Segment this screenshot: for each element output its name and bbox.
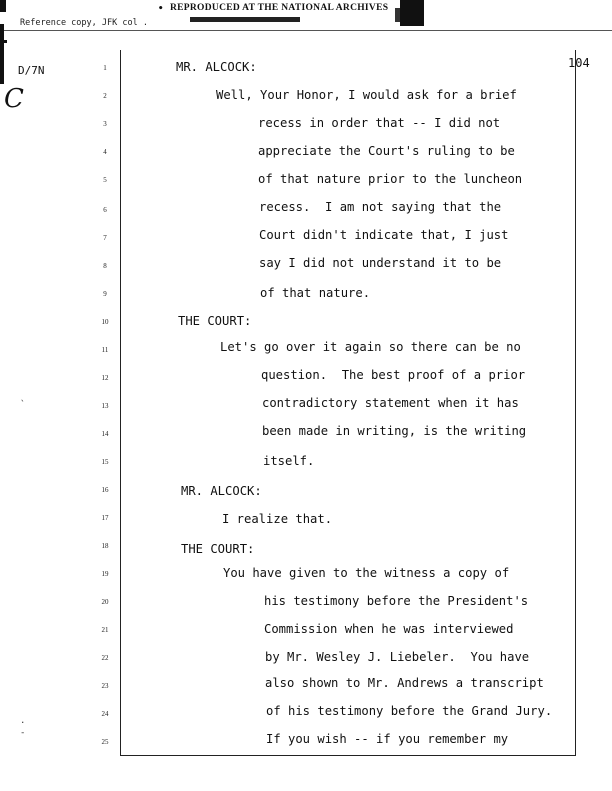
line-number: 19 (101, 570, 109, 578)
scan-edge-mark (4, 40, 7, 43)
speaker-label: MR. ALCOCK: (176, 60, 257, 74)
line-number: 10 (101, 318, 109, 326)
margin-letter: C (4, 84, 24, 114)
transcript-line: of that nature prior to the luncheon (258, 172, 523, 186)
line-number: 6 (103, 206, 107, 214)
header-rule (0, 30, 612, 31)
transcript-line: Commission when he was interviewed (264, 622, 514, 636)
transcript-line: recess in order that -- I did not (258, 116, 501, 130)
transcript-line: question. The best proof of a prior (261, 368, 526, 382)
line-number: 17 (101, 514, 109, 522)
transcript-line: Well, Your Honor, I would ask for a brief (216, 88, 517, 102)
stamp-edge-mark (0, 0, 6, 12)
transcript-line: of his testimony before the Grand Jury. (266, 704, 553, 718)
transcript-line: also shown to Mr. Andrews a transcript (265, 676, 544, 690)
stamp-bullet: • (158, 4, 164, 14)
line-number: 20 (101, 598, 109, 606)
scan-edge-mark (0, 24, 4, 84)
transcript-line: appreciate the Court's ruling to be (258, 144, 515, 158)
transcript-line: contradictory statement when it has (262, 396, 519, 410)
line-number: 9 (103, 290, 107, 298)
transcript-line: You have given to the witness a copy of (223, 566, 510, 580)
transcript-line: his testimony before the President's (264, 594, 529, 608)
line-number: 12 (101, 374, 109, 382)
transcript-line: recess. I am not saying that the (259, 200, 502, 214)
stamp-block-mark (400, 0, 424, 26)
page-number: 104 (568, 56, 590, 70)
line-number: 7 (103, 234, 107, 242)
transcript-line: say I did not understand it to be (259, 256, 502, 270)
transcript-line: If you wish -- if you remember my (266, 732, 509, 746)
transcript-line: of that nature. (260, 286, 371, 300)
line-number: 18 (101, 542, 109, 550)
line-number: 14 (101, 430, 109, 438)
line-number: 22 (101, 654, 109, 662)
reference-copy-note: Reference copy, JFK col . (20, 18, 148, 28)
transcript-line: Let's go over it again so there can be no (220, 340, 521, 354)
line-number: 11 (101, 346, 109, 354)
line-number: 15 (101, 458, 109, 466)
line-number: 21 (101, 626, 109, 634)
line-number: 25 (101, 738, 109, 746)
transcript-line: Court didn't indicate that, I just (259, 228, 509, 242)
stamp-redaction-bar (190, 17, 300, 22)
line-number: 24 (101, 710, 109, 718)
line-number: 13 (101, 402, 109, 410)
line-number: 16 (101, 486, 109, 494)
margin-speck: . (20, 716, 26, 726)
speaker-label: MR. ALCOCK: (181, 484, 262, 498)
speaker-label: THE COURT: (178, 314, 252, 328)
line-number: 5 (103, 176, 107, 184)
line-number: 4 (103, 148, 107, 156)
speaker-label: THE COURT: (181, 542, 255, 556)
transcript-line: itself. (263, 454, 315, 468)
line-number: 1 (103, 64, 107, 72)
stamp-title: REPRODUCED AT THE NATIONAL ARCHIVES (170, 3, 389, 13)
transcript-line: by Mr. Wesley J. Liebeler. You have (265, 650, 530, 664)
transcript-line: I realize that. (222, 512, 333, 526)
line-number: 3 (103, 120, 107, 128)
transcript-line: been made in writing, is the writing (262, 424, 527, 438)
margin-speck: - (20, 728, 26, 738)
line-number: 23 (101, 682, 109, 690)
line-number: 8 (103, 262, 107, 270)
document-id: D/7N (18, 64, 45, 77)
margin-speck: ` (20, 400, 26, 410)
line-number: 2 (103, 92, 107, 100)
